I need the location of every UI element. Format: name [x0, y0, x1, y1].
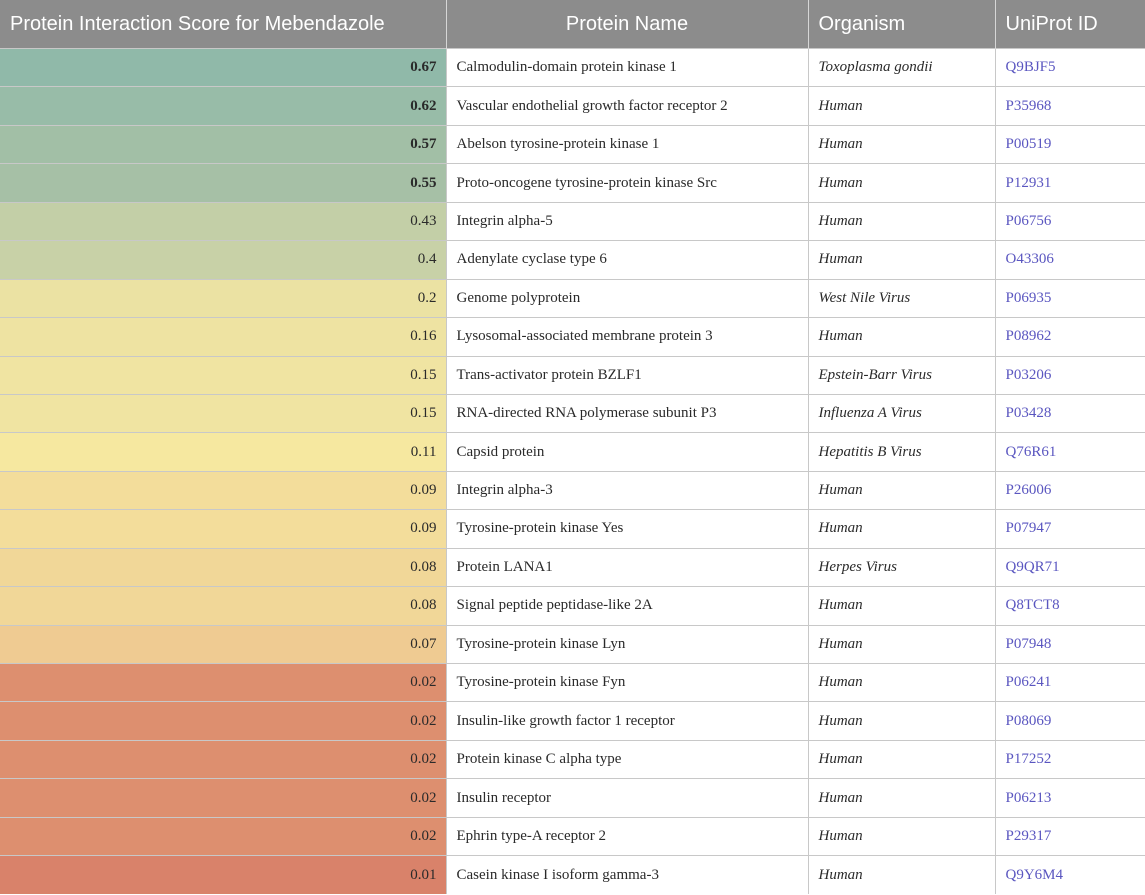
organism-cell: Influenza A Virus [808, 394, 995, 432]
table-row [0, 87, 1145, 125]
organism-cell: Epstein-Barr Virus [808, 356, 995, 394]
table-row [0, 318, 1145, 356]
uniprot-cell [995, 625, 1145, 663]
uniprot-link[interactable]: P03428 [1005, 405, 1052, 422]
protein-name-cell: Vascular endothelial growth factor receptor 2 [446, 87, 808, 125]
score-cell: 0.15 [0, 394, 446, 432]
header-score: Protein Interaction Score for Mebendazole [0, 0, 446, 49]
table-row [0, 510, 1145, 548]
organism-cell: Human [808, 740, 995, 778]
score-cell: 0.02 [0, 702, 446, 740]
uniprot-link[interactable]: Q9Y6M4 [1005, 866, 1064, 883]
protein-name-cell: Ephrin type-A receptor 2 [446, 817, 808, 855]
protein-name-cell: Insulin receptor [446, 779, 808, 817]
uniprot-link[interactable]: P06935 [1005, 289, 1052, 306]
uniprot-cell [995, 664, 1145, 702]
score-cell: 0.02 [0, 817, 446, 855]
protein-name-cell: Capsid protein [446, 433, 808, 471]
protein-name-cell: Tyrosine-protein kinase Lyn [446, 625, 808, 663]
organism-cell: Human [808, 856, 995, 894]
uniprot-link[interactable]: Q76R61 [1005, 443, 1057, 460]
protein-name-cell: Insulin-like growth factor 1 receptor [446, 702, 808, 740]
score-cell: 0.16 [0, 318, 446, 356]
organism-cell: Human [808, 202, 995, 240]
score-cell: 0.08 [0, 548, 446, 586]
uniprot-cell [995, 318, 1145, 356]
score-cell: 0.02 [0, 779, 446, 817]
header-row [0, 0, 1145, 49]
table-body [0, 49, 1145, 895]
uniprot-link[interactable]: Q8TCT8 [1005, 597, 1060, 614]
organism-cell: Human [808, 587, 995, 625]
organism-cell: Human [808, 779, 995, 817]
score-cell: 0.09 [0, 510, 446, 548]
table-row [0, 471, 1145, 509]
table-row [0, 740, 1145, 778]
table-row [0, 817, 1145, 855]
table-row [0, 125, 1145, 163]
table-row [0, 433, 1145, 471]
table-row [0, 548, 1145, 586]
uniprot-cell [995, 202, 1145, 240]
organism-cell: Human [808, 817, 995, 855]
uniprot-cell [995, 279, 1145, 317]
protein-name-cell: RNA-directed RNA polymerase subunit P3 [446, 394, 808, 432]
protein-name-cell: Calmodulin-domain protein kinase 1 [446, 49, 808, 87]
table-row [0, 625, 1145, 663]
score-cell: 0.62 [0, 87, 446, 125]
table-row [0, 279, 1145, 317]
score-cell: 0.01 [0, 856, 446, 894]
uniprot-cell [995, 587, 1145, 625]
uniprot-cell [995, 87, 1145, 125]
uniprot-link[interactable]: Q9QR71 [1005, 558, 1060, 575]
score-cell: 0.02 [0, 664, 446, 702]
score-cell: 0.09 [0, 471, 446, 509]
uniprot-link[interactable]: P00519 [1005, 136, 1052, 153]
uniprot-link[interactable]: Q9BJF5 [1005, 59, 1056, 76]
organism-cell: Human [808, 471, 995, 509]
uniprot-cell [995, 356, 1145, 394]
protein-name-cell: Lysosomal-associated membrane protein 3 [446, 318, 808, 356]
uniprot-link[interactable]: P06213 [1005, 789, 1052, 806]
uniprot-cell [995, 856, 1145, 894]
score-cell: 0.67 [0, 49, 446, 87]
score-cell: 0.08 [0, 587, 446, 625]
uniprot-link[interactable]: P03206 [1005, 366, 1052, 383]
table-row [0, 49, 1145, 87]
organism-cell: Human [808, 125, 995, 163]
header-organism: Organism [808, 0, 995, 49]
score-cell: 0.02 [0, 740, 446, 778]
organism-cell: Human [808, 664, 995, 702]
uniprot-link[interactable]: P12931 [1005, 174, 1052, 191]
protein-name-cell: Protein LANA1 [446, 548, 808, 586]
organism-cell: Human [808, 510, 995, 548]
table-row [0, 356, 1145, 394]
score-cell: 0.11 [0, 433, 446, 471]
uniprot-cell [995, 817, 1145, 855]
organism-cell: Human [808, 625, 995, 663]
uniprot-cell [995, 471, 1145, 509]
header-uniprot-id: UniProt ID [995, 0, 1145, 49]
uniprot-link[interactable]: P08069 [1005, 712, 1052, 729]
table-row [0, 856, 1145, 894]
protein-name-cell: Protein kinase C alpha type [446, 740, 808, 778]
uniprot-cell [995, 49, 1145, 87]
uniprot-link[interactable]: P06241 [1005, 674, 1052, 691]
protein-name-cell: Integrin alpha-5 [446, 202, 808, 240]
uniprot-cell [995, 510, 1145, 548]
table-row [0, 779, 1145, 817]
organism-cell: Toxoplasma gondii [808, 49, 995, 87]
uniprot-cell [995, 702, 1145, 740]
protein-name-cell: Abelson tyrosine-protein kinase 1 [446, 125, 808, 163]
uniprot-link[interactable]: P06756 [1005, 212, 1052, 229]
uniprot-cell [995, 241, 1145, 279]
table-row [0, 394, 1145, 432]
score-cell: 0.2 [0, 279, 446, 317]
protein-name-cell: Integrin alpha-3 [446, 471, 808, 509]
uniprot-link[interactable]: P07948 [1005, 635, 1052, 652]
organism-cell: Human [808, 318, 995, 356]
score-cell: 0.55 [0, 164, 446, 202]
organism-cell: Human [808, 87, 995, 125]
score-cell: 0.57 [0, 125, 446, 163]
uniprot-cell [995, 164, 1145, 202]
uniprot-link[interactable]: P26006 [1005, 482, 1052, 499]
uniprot-cell [995, 394, 1145, 432]
table-row [0, 241, 1145, 279]
uniprot-link[interactable]: P08962 [1005, 328, 1052, 345]
organism-cell: Hepatitis B Virus [808, 433, 995, 471]
organism-cell: Human [808, 164, 995, 202]
score-cell: 0.43 [0, 202, 446, 240]
table-row [0, 664, 1145, 702]
score-cell: 0.4 [0, 241, 446, 279]
uniprot-cell [995, 433, 1145, 471]
protein-name-cell: Adenylate cyclase type 6 [446, 241, 808, 279]
table-header [0, 0, 1145, 49]
protein-name-cell: Proto-oncogene tyrosine-protein kinase Src [446, 164, 808, 202]
protein-name-cell: Casein kinase I isoform gamma-3 [446, 856, 808, 894]
uniprot-link[interactable]: P29317 [1005, 827, 1052, 844]
uniprot-link[interactable]: P07947 [1005, 520, 1052, 537]
organism-cell: West Nile Virus [808, 279, 995, 317]
score-cell: 0.15 [0, 356, 446, 394]
uniprot-cell [995, 548, 1145, 586]
protein-name-cell: Signal peptide peptidase-like 2A [446, 587, 808, 625]
organism-cell: Human [808, 702, 995, 740]
organism-cell: Human [808, 241, 995, 279]
table-row [0, 702, 1145, 740]
uniprot-cell [995, 740, 1145, 778]
organism-cell: Herpes Virus [808, 548, 995, 586]
protein-name-cell: Tyrosine-protein kinase Fyn [446, 664, 808, 702]
uniprot-link[interactable]: P35968 [1005, 97, 1052, 114]
uniprot-link[interactable]: O43306 [1005, 251, 1054, 268]
table-row [0, 587, 1145, 625]
score-cell: 0.07 [0, 625, 446, 663]
protein-name-cell: Genome polyprotein [446, 279, 808, 317]
table-row [0, 164, 1145, 202]
table-row [0, 202, 1145, 240]
protein-name-cell: Tyrosine-protein kinase Yes [446, 510, 808, 548]
uniprot-link[interactable]: P17252 [1005, 751, 1052, 768]
header-protein-name: Protein Name [446, 0, 808, 49]
uniprot-cell [995, 779, 1145, 817]
protein-name-cell: Trans-activator protein BZLF1 [446, 356, 808, 394]
uniprot-cell [995, 125, 1145, 163]
